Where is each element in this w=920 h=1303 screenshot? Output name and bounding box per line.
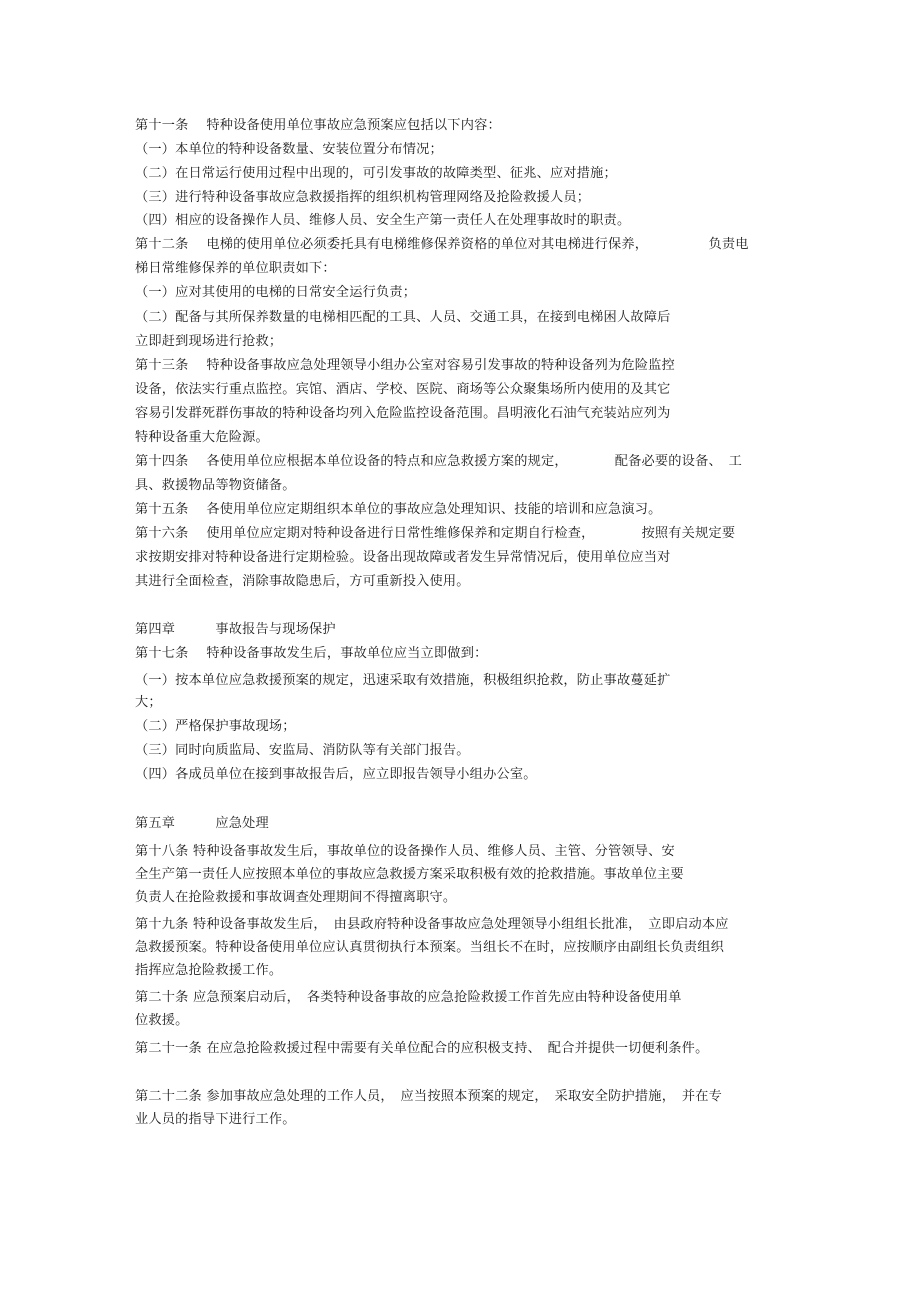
chapter-4-heading: 第四章 事故报告与现场保护 xyxy=(135,622,336,637)
list-item: （三）同时向质监局、安监局、消防队等有关部门报告。 xyxy=(135,743,470,758)
article-13-line: 容易引发群死群伤事故的特种设备均列入危险监控设备范围。昌明液化石油气充装站应列为 xyxy=(135,406,671,421)
list-item: （二）在日常运行使用过程中出现的，可引发事故的故障类型、征兆、应对措施； xyxy=(135,166,617,181)
list-item: 大； xyxy=(135,695,162,710)
list-item: （一）本单位的特种设备数量、安装位置分布情况； xyxy=(135,142,443,157)
article-11-heading: 第十一条 特种设备使用单位事故应急预案应包括以下内容： xyxy=(135,118,501,133)
article-12-line: 梯日常维修保养的单位职责如下： xyxy=(135,261,336,276)
article-19-line: 指挥应急抢险救援工作。 xyxy=(135,963,283,978)
list-item: （一）应对其使用的电梯的日常安全运行负责； xyxy=(135,285,417,300)
list-item: （四）相应的设备操作人员、维修人员、安全生产第一责任人在处理事故时的职责。 xyxy=(135,213,631,228)
article-22-line: 第二十二条 参加事故应急处理的工作人员， 应当按照本预案的规定， 采取安全防护措施， 并在专 xyxy=(135,1089,723,1104)
article-16-line: 求按期安排对特种设备进行定期检验。设备出现故障或者发生异常情况后，使用单位应当对 xyxy=(135,550,671,565)
article-18-line: 全生产第一责任人应按照本单位的事故应急救援方案采取积极有效的抢救措施。事故单位主要 xyxy=(135,867,684,882)
list-item: 立即赶到现场进行抢救； xyxy=(135,334,283,349)
article-21-line: 第二十一条 在应急抢险救援过程中需要有关单位配合的应积极支持、 配合并提供一切便利条件。 xyxy=(135,1041,709,1056)
article-14-line: 第十四条 各使用单位应根据本单位设备的特点和应急救援方案的规定， 配备必要的设备、 工 xyxy=(135,454,743,469)
article-18-line: 第十八条 特种设备事故发生后，事故单位的设备操作人员、维修人员、主管、分管领导、安 xyxy=(135,844,675,859)
list-item: （二）严格保护事故现场； xyxy=(135,719,296,734)
article-13-line: 设备，依法实行重点监控。宾馆、酒店、学校、医院、商场等公众聚集场所内使用的及其它 xyxy=(135,382,671,397)
article-16-line: 第十六条 使用单位应定期对特种设备进行日常性维修保养和定期自行检查， 按照有关规定要 xyxy=(135,526,736,541)
article-14-line: 具、救援物品等物资储备。 xyxy=(135,478,296,493)
chapter-5-heading: 第五章 应急处理 xyxy=(135,816,269,831)
article-13-line: 特种设备重大危险源。 xyxy=(135,430,269,445)
list-item: （三）进行特种设备事故应急救援指挥的组织机构管理网络及抢险救援人员； xyxy=(135,190,591,205)
article-22-line: 业人员的指导下进行工作。 xyxy=(135,1112,296,1127)
article-20-line: 第二十条 应急预案启动后， 各类特种设备事故的应急抢险救援工作首先应由特种设备使用单 xyxy=(135,990,682,1005)
article-12-line: 第十二条 电梯的使用单位必须委托具有电梯维修保养资格的单位对其电梯进行保养， 负责电 xyxy=(135,237,749,252)
article-20-line: 位救援。 xyxy=(135,1013,189,1028)
article-15-line: 第十五条 各使用单位应定期组织本单位的事故应急处理知识、技能的培训和应急演习。 xyxy=(135,502,662,517)
article-18-line: 负责人在抢险救援和事故调查处理期间不得擅离职守。 xyxy=(135,890,457,905)
article-17-heading: 第十七条 特种设备事故发生后，事故单位应当立即做到： xyxy=(135,646,488,661)
list-item: （二）配备与其所保养数量的电梯相匹配的工具、人员、交通工具，在接到电梯困人故障后 xyxy=(135,310,671,325)
list-item: （四）各成员单位在接到事故报告后，应立即报告领导小组办公室。 xyxy=(135,767,537,782)
article-13-line: 第十三条 特种设备事故应急处理领导小组办公室对容易引发事故的特种设备列为危险监控 xyxy=(135,358,675,373)
article-19-line: 急救援预案。特种设备使用单位应认真贯彻执行本预案。当组长不在时，应按顺序由副组长负责组织 xyxy=(135,940,725,955)
article-19-line: 第十九条 特种设备事故发生后， 由县政府特种设备事故应急处理领导小组组长批准， 立即启动本应 xyxy=(135,917,729,932)
list-item: （一）按本单位应急救援预案的规定，迅速采取有效措施，积极组织抢救，防止事故蔓延扩 xyxy=(135,673,671,688)
article-16-line: 其进行全面检查，消除事故隐患后，方可重新投入使用。 xyxy=(135,574,470,589)
